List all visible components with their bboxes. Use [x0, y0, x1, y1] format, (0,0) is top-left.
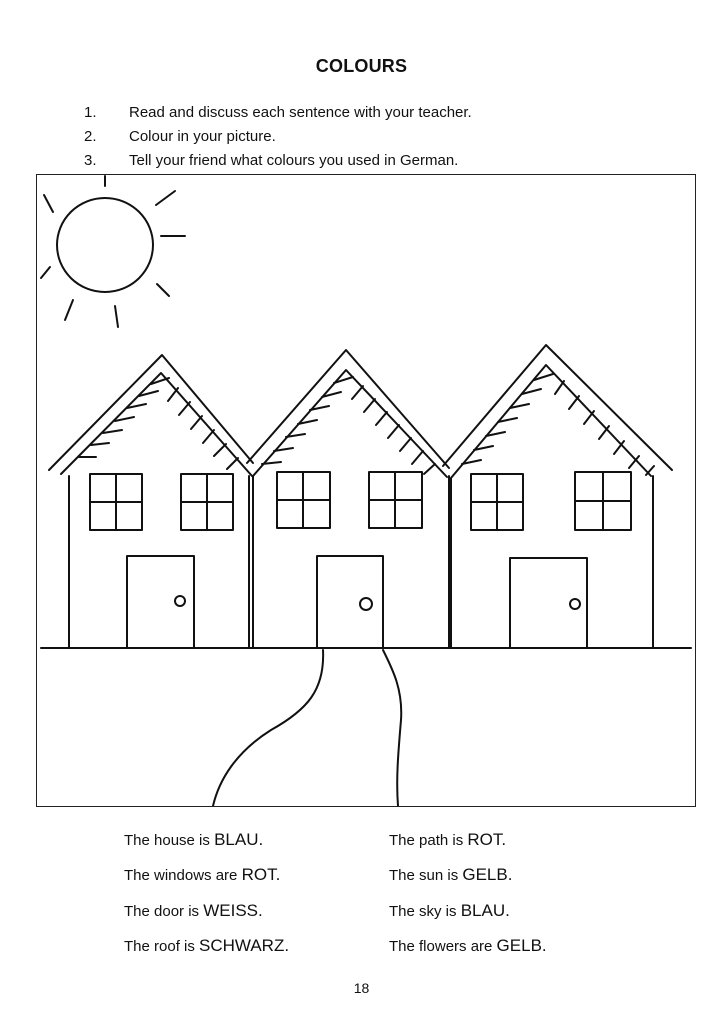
path-edge-right — [383, 650, 401, 806]
sentence-sun — [389, 865, 512, 885]
sentence-text: The windows are — [124, 867, 242, 884]
sentence-house — [124, 830, 263, 850]
sun-ray — [157, 284, 169, 296]
door — [510, 558, 587, 648]
roof-outer — [443, 345, 672, 470]
colour-word: BLAU. — [460, 901, 510, 920]
wall — [253, 476, 449, 648]
instruction-text: Read and discuss each sentence with your teacher. — [129, 104, 472, 121]
sentence-text: The flowers are — [389, 938, 497, 955]
sentence-door — [124, 901, 263, 921]
house-right — [443, 345, 672, 648]
path — [213, 650, 401, 806]
sun-ray — [115, 306, 118, 327]
roof-tiles — [262, 377, 435, 474]
instruction-list — [84, 101, 684, 173]
sun-disc — [57, 198, 153, 292]
sun-ray — [41, 267, 50, 278]
window-cross — [575, 472, 631, 530]
sentence-flowers — [389, 936, 547, 956]
colour-word: GELB. — [496, 936, 547, 955]
sun-ray — [156, 191, 175, 205]
window-cross — [471, 474, 523, 530]
window-cross — [369, 472, 422, 528]
house-middle — [247, 350, 449, 648]
sentence-roof — [124, 936, 289, 956]
colouring-picture — [36, 174, 696, 807]
roof-outer — [49, 355, 253, 470]
sentence-path — [389, 830, 506, 850]
door-knob — [360, 598, 372, 610]
instruction-item — [84, 101, 684, 125]
roof-tiles — [79, 378, 238, 469]
sentence-windows — [124, 865, 280, 885]
window-cross — [90, 474, 142, 530]
door-knob — [175, 596, 185, 606]
instruction-number: 2. — [84, 128, 97, 145]
path-edge-left — [213, 650, 323, 806]
roof-inner — [61, 373, 252, 476]
sentence-text: The roof is — [124, 938, 200, 955]
window-cross — [181, 474, 233, 530]
instruction-text: Tell your friend what colours you used in German. — [129, 152, 459, 169]
page-number: 18 — [353, 980, 370, 996]
sentence-text: The house is — [124, 832, 215, 849]
instruction-number: 3. — [84, 152, 97, 169]
colour-word: ROT. — [241, 865, 281, 884]
sentence-text: The sky is — [389, 903, 461, 920]
door-knob — [570, 599, 580, 609]
instruction-text: Colour in your picture. — [129, 128, 276, 145]
sun-ray — [44, 195, 53, 212]
colour-word: ROT. — [467, 830, 507, 849]
colour-word: GELB. — [462, 865, 513, 884]
sentence-text: The path is — [389, 832, 468, 849]
colour-word: BLAU. — [214, 830, 264, 849]
sun — [41, 176, 185, 327]
sun-ray — [65, 300, 73, 320]
instruction-item — [84, 125, 684, 149]
sentence-sky — [389, 901, 510, 921]
house-left — [49, 355, 253, 648]
sentence-text: The door is — [124, 903, 204, 920]
sentence-text: The sun is — [389, 867, 463, 884]
colour-word: SCHWARZ. — [199, 936, 290, 955]
window-cross — [277, 472, 330, 528]
instruction-item — [84, 149, 684, 173]
instruction-number: 1. — [84, 104, 97, 121]
page-title: COLOURS — [315, 56, 408, 76]
colour-word: WEISS. — [203, 901, 263, 920]
door — [317, 556, 383, 648]
